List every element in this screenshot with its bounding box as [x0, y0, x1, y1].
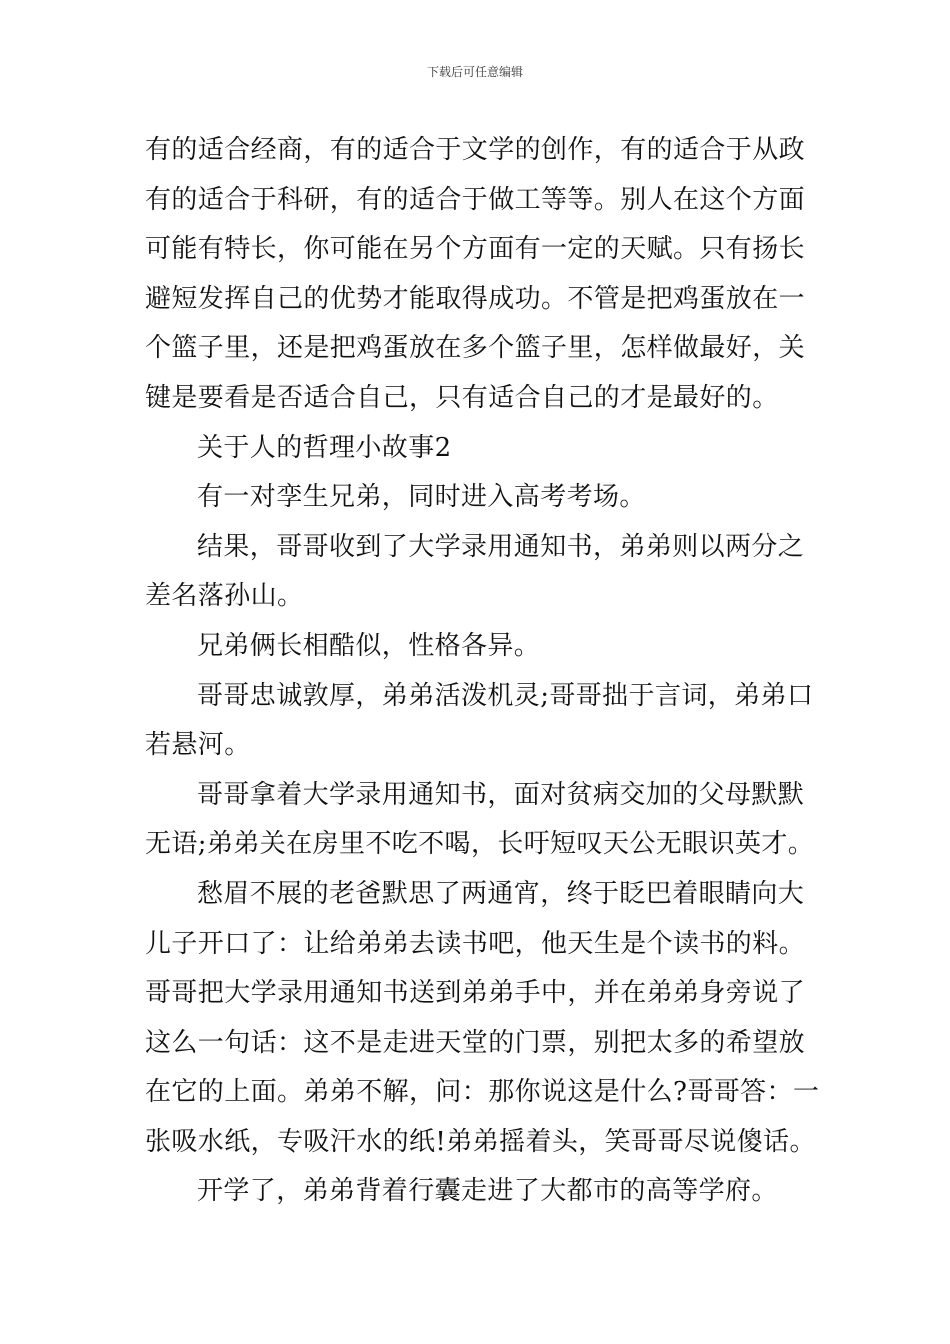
text-line: 可能有特长，你可能在另个方面有一定的天赋。只有扬长	[145, 234, 806, 265]
text-line: 儿子开口了：让给弟弟去读书吧，他天生是个读书的料。	[145, 928, 806, 959]
paragraph-start-line: 兄弟俩长相酷似，性格各异。	[197, 630, 541, 661]
text-line: 键是要看是否适合自己，只有适合自己的才是最好的。	[145, 382, 779, 413]
text-line: 哥哥把大学录用通知书送到弟弟手中，并在弟弟身旁说了	[145, 978, 806, 1009]
page-header: 下载后可任意编辑	[426, 65, 523, 79]
text-line: 避短发挥自己的优势才能取得成功。不管是把鸡蛋放在一	[145, 283, 806, 314]
section-heading: 关于人的哲理小故事2	[197, 432, 452, 463]
text-line: 在它的上面。弟弟不解，问：那你说这是什么?哥哥答：一	[145, 1077, 820, 1108]
text-line: 有的适合经商，有的适合于文学的创作，有的适合于从政	[145, 135, 806, 165]
paragraph-start-line: 结果，哥哥收到了大学录用通知书，弟弟则以两分之	[197, 531, 805, 562]
document-body	[145, 126, 820, 1217]
paragraph-start-line: 哥哥拿着大学录用通知书，面对贫病交加的父母默默	[197, 779, 805, 810]
paragraph-start-line: 开学了，弟弟背着行囊走进了大都市的高等学府。	[197, 1176, 778, 1207]
text-line: 这么一句话：这不是走进天堂的门票，别把太多的希望放	[145, 1027, 806, 1058]
text-line: 无语;弟弟关在房里不吃不喝，长吁短叹天公无眼识英才。	[145, 829, 815, 860]
text-line: 若悬河。	[145, 730, 251, 761]
text-line: 差名落孙山。	[145, 581, 304, 612]
paragraph-start-line: 哥哥忠诚敦厚，弟弟活泼机灵;哥哥拙于言词，弟弟口	[197, 680, 814, 711]
text-line: 个篮子里，还是把鸡蛋放在多个篮子里，怎样做最好，关	[145, 333, 806, 364]
paragraph-start-line: 有一对孪生兄弟，同时进入高考考场。	[197, 482, 646, 513]
text-line: 张吸水纸，专吸汗水的纸!弟弟摇着头，笑哥哥尽说傻话。	[145, 1126, 816, 1157]
paragraph-start-line: 愁眉不展的老爸默思了两通宵，终于眨巴着眼睛向大	[197, 878, 805, 909]
text-line: 有的适合于科研，有的适合于做工等等。别人在这个方面	[145, 184, 806, 215]
